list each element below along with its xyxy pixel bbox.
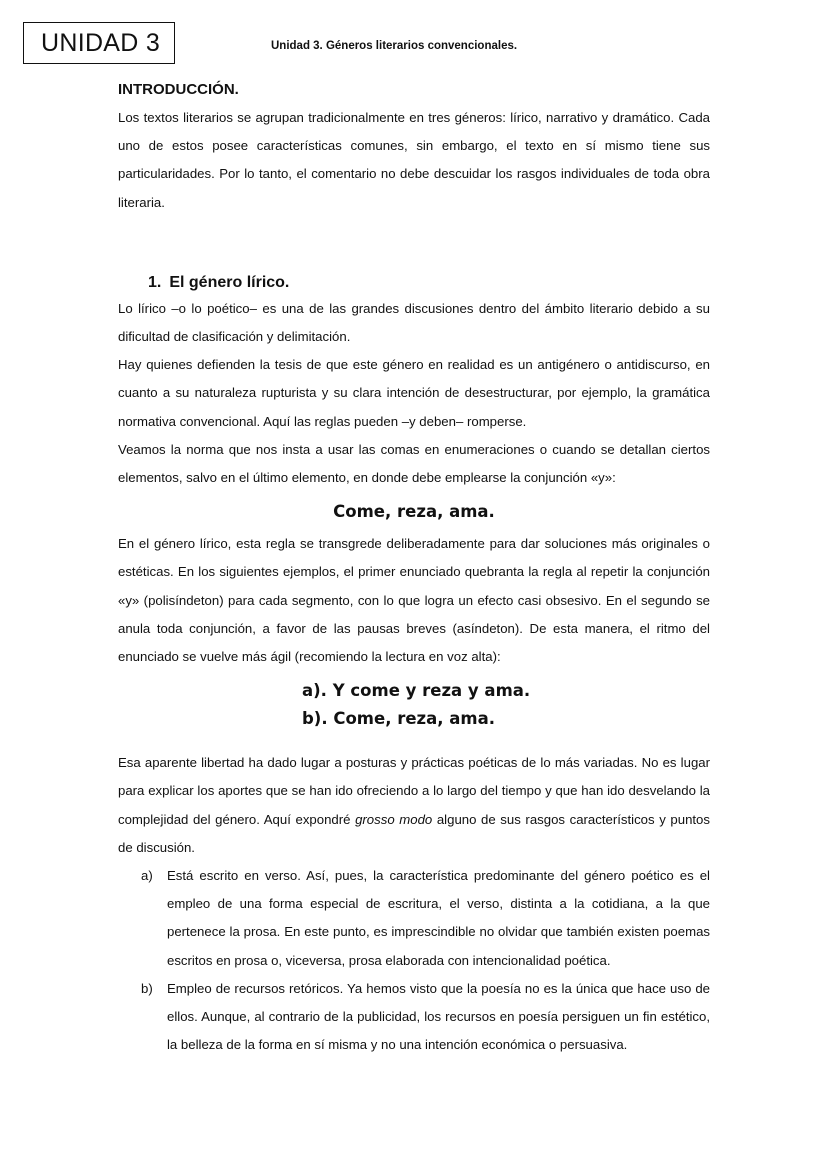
section-1-paragraph-2: Hay quienes defienden la tesis de que este género en realidad es un antigénero o antidiscurso, en cuanto a su naturaleza rupturista y su clara intención de desestructurar, por ejemplo, la gramática normativa convencional. Aquí las reglas pueden –y deben– romperse. [118, 357, 710, 429]
example-a: a). Y come y reza y ama. [302, 681, 531, 701]
list-item-text: Está escrito en verso. Así, pues, la característica predominante del género poético es el empleo de una forma especial de escritura, el verso, distinta a la cotidiana, a la que pertenece la prosa. En este punto, es imprescindible no olvidar que también existen poemas escritos en prosa o, viceversa, prosa elaborada con intencionalidad poética. [167, 868, 710, 968]
section-1-paragraph-3: Veamos la norma que nos insta a usar las comas en enumeraciones o cuando se detallan ciertos elementos, salvo en el último elemento, en donde debe emplearse la conjunción «y»: [118, 441, 710, 486]
intro-heading: INTRODUCCIÓN. [118, 81, 239, 98]
section-1-paragraph-5 [118, 749, 710, 862]
unit-label: UNIDAD 3 [41, 29, 161, 57]
intro-paragraph: Los textos literarios se agrupan tradicionalmente en tres géneros: lírico, narrativo y dramático. Cada uno de estos posee características comunes, sin embargo, el texto en sí mismo tiene sus particularidades. Por lo tanto, el comentario no debe descuidar los rasgos individuales de toda obra literaria. [118, 110, 710, 210]
paragraph-5-italic-term: grosso modo [355, 811, 433, 827]
example-b: b). Come, reza, ama. [302, 709, 496, 729]
section-1-title: El género lírico. [169, 273, 290, 291]
unit-label-box [23, 22, 175, 64]
characteristics-list [118, 862, 710, 1059]
paragraph-5-text-start: Esa aparente libertad ha dado lugar a posturas y prácticas poéticas de lo más variadas. No es lugar para explicar los aportes que se han ido ofreciendo a lo largo del tiempo y que han ido desvelando la complejidad del género. Aquí expondré [118, 755, 710, 827]
list-item-marker: a) [141, 868, 153, 884]
list-item [118, 975, 710, 1060]
list-item-marker: b) [141, 980, 153, 996]
section-1-paragraph-4: En el género lírico, esta regla se transgrede deliberadamente para dar soluciones más originales o estéticas. En los siguientes ejemplos, el primer enunciado quebranta la regla al repetir la conjunción «y» (polisíndeton) para cada segmento, con lo que logra un efecto casi obsesivo. En el segundo se anula toda conjunción, a favor de las pausas breves (asíndeton). De esta manera, el ritmo del enunciado se vuelve más ágil (recomiendo la lectura en voz alta): [118, 536, 710, 665]
page-header-title: Unidad 3. Géneros literarios convencionales. [271, 40, 518, 52]
section-1-heading [148, 271, 710, 295]
section-1-number: 1. [148, 273, 162, 291]
paragraph-5-text-end: alguno de sus rasgos característicos y puntos de discusión. [118, 811, 710, 855]
document-body [118, 78, 710, 1059]
section-1-paragraph-1: Lo lírico –o lo poético– es una de las grandes discusiones dentro del ámbito literario debido a su dificultad de clasificación y delimitación. [118, 300, 710, 345]
example-sentence: Come, reza, ama. [333, 502, 495, 522]
example-group [302, 677, 710, 733]
list-item [118, 862, 710, 975]
list-item-text: Empleo de recursos retóricos. Ya hemos visto que la poesía no es la única que hace uso de ellos. Aunque, al contrario de la publicidad, los recursos en poesía persiguen un fin estético, la belleza de la forma en sí misma y no una intención económica o persuasiva. [167, 980, 710, 1053]
